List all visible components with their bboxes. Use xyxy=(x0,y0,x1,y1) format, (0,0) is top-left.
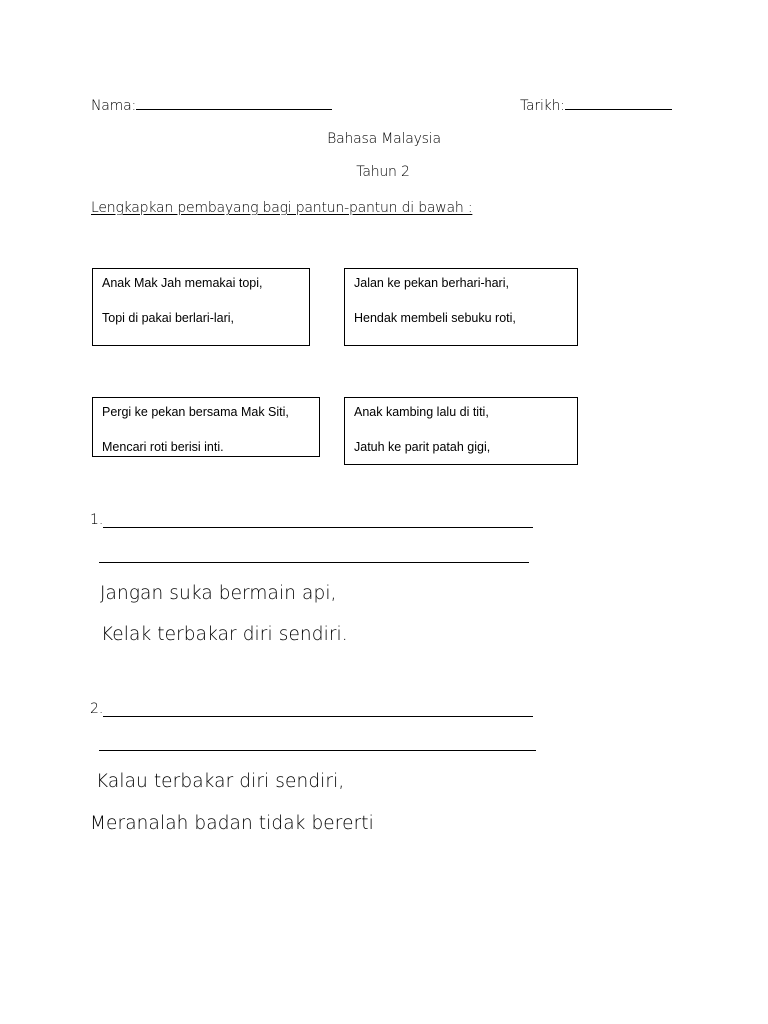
question-1-given-line-1: Jangan suka bermain api, xyxy=(100,583,337,604)
box-1-line-2: Topi di pakai berlari-lari, xyxy=(102,311,235,325)
name-field[interactable] xyxy=(91,95,332,114)
question-1-answer-line-2[interactable] xyxy=(99,562,529,563)
box-3-line-2: Mencari roti berisi inti. xyxy=(102,440,224,454)
grade-title: Tahun 2 xyxy=(356,164,410,180)
question-1-number: 1. xyxy=(90,512,104,528)
question-2-given-line-2: Meranalah badan tidak bererti xyxy=(90,813,374,834)
question-2-answer-line-1[interactable] xyxy=(103,716,533,717)
box-1-line-1: Anak Mak Jah memakai topi, xyxy=(102,276,263,290)
pembayang-box-4 xyxy=(344,397,578,465)
pembayang-box-2 xyxy=(344,268,578,346)
box-4-line-1: Anak kambing lalu di titi, xyxy=(354,405,489,419)
question-2-number: 2. xyxy=(90,701,104,717)
name-blank-line[interactable] xyxy=(136,95,332,110)
pembayang-box-1 xyxy=(92,268,310,346)
box-3-line-1: Pergi ke pekan bersama Mak Siti, xyxy=(102,405,289,419)
box-2-line-2: Hendak membeli sebuku roti, xyxy=(354,311,516,325)
question-2-given-line-1: Kalau terbakar diri sendiri, xyxy=(96,771,345,792)
date-blank-line[interactable] xyxy=(565,95,672,110)
pembayang-box-3 xyxy=(92,397,320,457)
name-label: Nama: xyxy=(91,98,136,114)
instruction-text: Lengkapkan pembayang bagi pantun-pantun di bawah : xyxy=(91,200,473,216)
date-field[interactable] xyxy=(520,95,672,114)
box-2-line-1: Jalan ke pekan berhari-hari, xyxy=(354,276,509,290)
subject-title: Bahasa Malaysia xyxy=(327,131,441,147)
question-2-answer-line-2[interactable] xyxy=(99,750,536,751)
question-1-given-line-2: Kelak terbakar diri sendiri. xyxy=(101,624,348,645)
box-4-line-2: Jatuh ke parit patah gigi, xyxy=(354,440,491,454)
question-1-answer-line-1[interactable] xyxy=(103,527,533,528)
date-label: Tarikh: xyxy=(520,98,565,114)
